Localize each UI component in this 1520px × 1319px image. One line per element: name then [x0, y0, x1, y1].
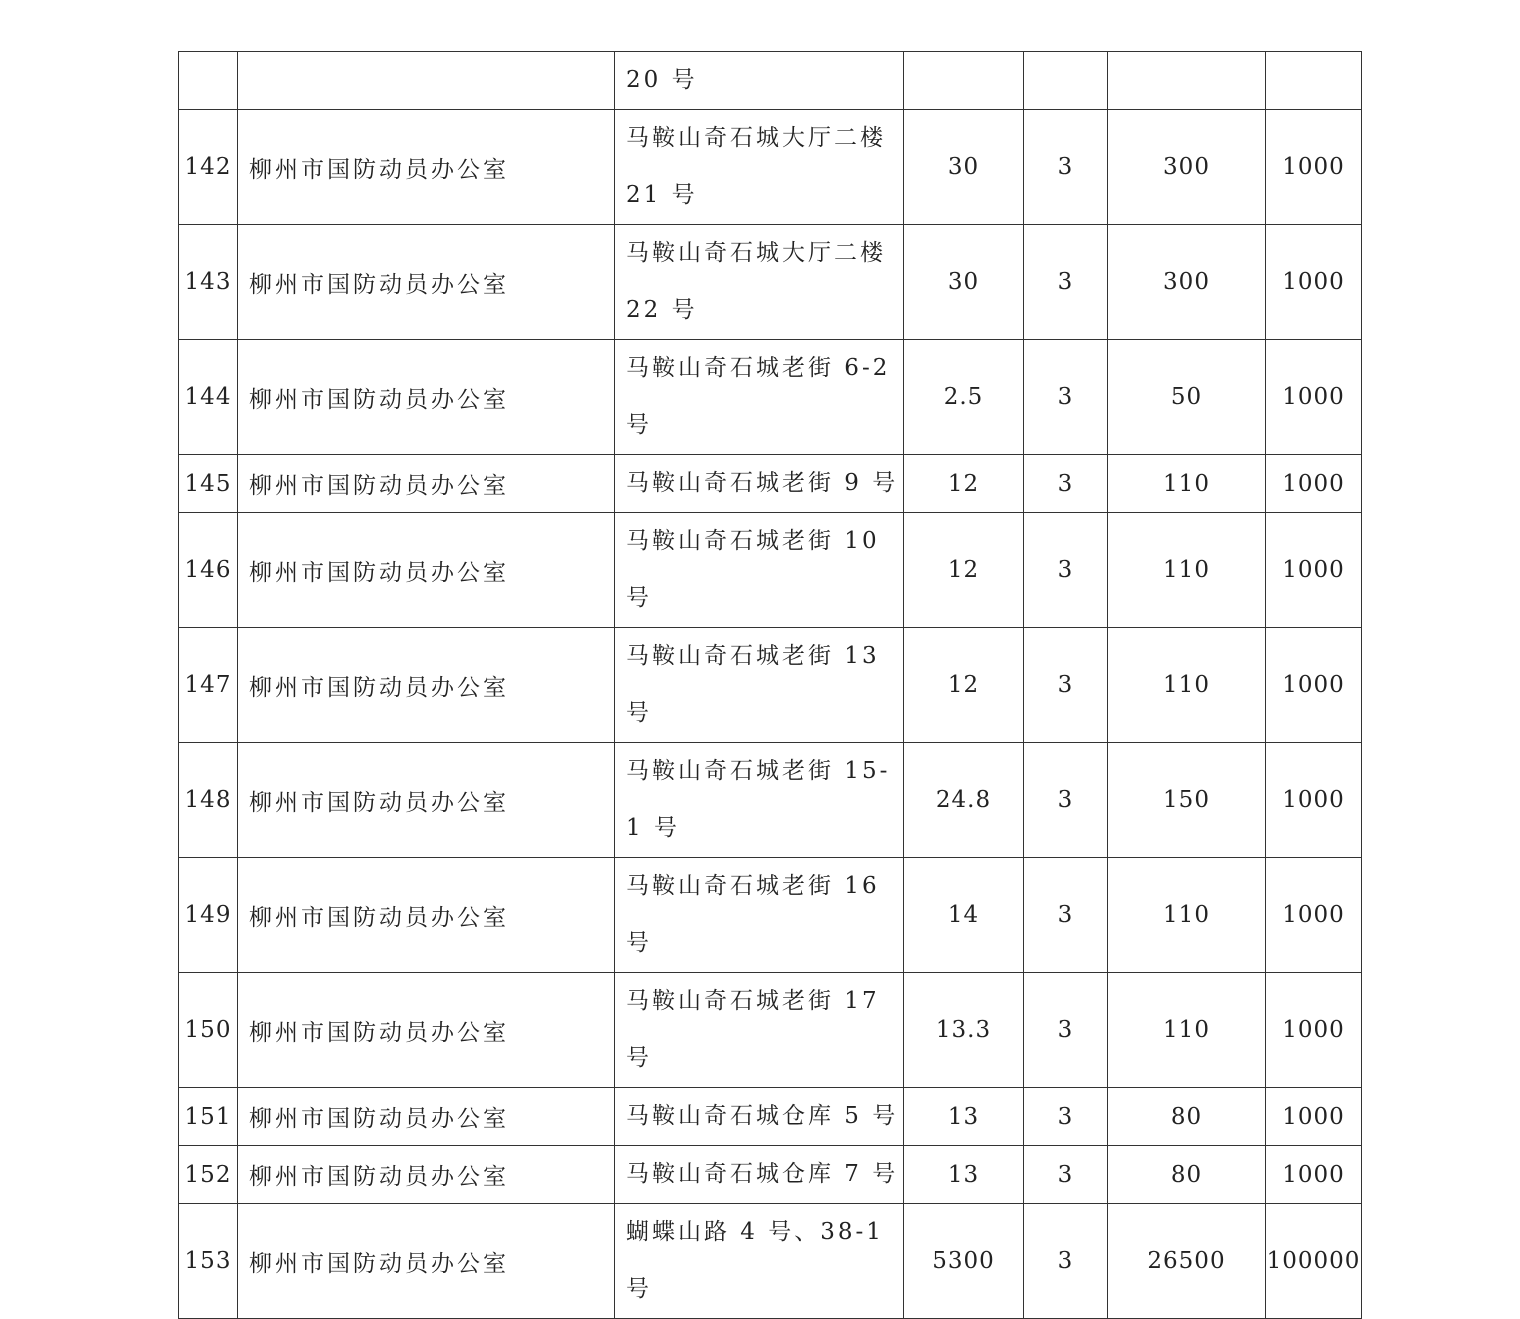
cell-address: 20 号: [615, 52, 904, 110]
cell-deposit: 1000: [1266, 225, 1362, 340]
table-row: [179, 455, 1362, 513]
cell-deposit: 1000: [1266, 340, 1362, 455]
cell-address: 马鞍山奇石城仓库 5 号: [615, 1088, 904, 1146]
cell-years: 3: [1024, 973, 1108, 1088]
cell-number: 144: [179, 340, 238, 455]
cell-unit: 柳州市国防动员办公室: [238, 225, 615, 340]
cell-deposit: 1000: [1266, 513, 1362, 628]
cell-rent: 80: [1108, 1088, 1266, 1146]
cell-years: [1024, 52, 1108, 110]
cell-area: [904, 52, 1024, 110]
cell-number: 148: [179, 743, 238, 858]
cell-unit: 柳州市国防动员办公室: [238, 858, 615, 973]
cell-number: 151: [179, 1088, 238, 1146]
cell-unit: 柳州市国防动员办公室: [238, 455, 615, 513]
cell-address: 马鞍山奇石城老街 13 号: [615, 628, 904, 743]
cell-years: 3: [1024, 1146, 1108, 1204]
cell-area: 24.8: [904, 743, 1024, 858]
table-row: [179, 340, 1362, 455]
cell-area: 2.5: [904, 340, 1024, 455]
cell-years: 3: [1024, 513, 1108, 628]
cell-rent: 50: [1108, 340, 1266, 455]
table-row: [179, 225, 1362, 340]
cell-rent: 26500: [1108, 1204, 1266, 1319]
cell-address: 马鞍山奇石城老街 6-2 号: [615, 340, 904, 455]
cell-address: 马鞍山奇石城老街 17 号: [615, 973, 904, 1088]
cell-area: 12: [904, 455, 1024, 513]
cell-address: 马鞍山奇石城老街 16 号: [615, 858, 904, 973]
cell-rent: 110: [1108, 858, 1266, 973]
cell-rent: 300: [1108, 225, 1266, 340]
cell-unit: 柳州市国防动员办公室: [238, 973, 615, 1088]
cell-rent: 110: [1108, 455, 1266, 513]
cell-address: 蝴蝶山路 4 号、38-1 号: [615, 1204, 904, 1319]
table-row: [179, 52, 1362, 110]
cell-deposit: [1266, 52, 1362, 110]
table-row: [179, 1204, 1362, 1319]
table-row: [179, 1088, 1362, 1146]
cell-number: [179, 52, 238, 110]
cell-address: 马鞍山奇石城大厅二楼 22 号: [615, 225, 904, 340]
cell-unit: 柳州市国防动员办公室: [238, 340, 615, 455]
cell-area: 12: [904, 628, 1024, 743]
cell-unit: 柳州市国防动员办公室: [238, 1146, 615, 1204]
cell-years: 3: [1024, 743, 1108, 858]
cell-years: 3: [1024, 340, 1108, 455]
cell-area: 30: [904, 225, 1024, 340]
cell-number: 145: [179, 455, 238, 513]
cell-years: 3: [1024, 1204, 1108, 1319]
cell-years: 3: [1024, 225, 1108, 340]
cell-years: 3: [1024, 1088, 1108, 1146]
table-row: [179, 513, 1362, 628]
cell-address: 马鞍山奇石城大厅二楼 21 号: [615, 110, 904, 225]
cell-number: 149: [179, 858, 238, 973]
cell-address: 马鞍山奇石城老街 15-1 号: [615, 743, 904, 858]
cell-address: 马鞍山奇石城仓库 7 号: [615, 1146, 904, 1204]
cell-area: 13: [904, 1088, 1024, 1146]
cell-unit: 柳州市国防动员办公室: [238, 513, 615, 628]
cell-number: 152: [179, 1146, 238, 1204]
cell-deposit: 1000: [1266, 1088, 1362, 1146]
cell-rent: 80: [1108, 1146, 1266, 1204]
cell-area: 13.3: [904, 973, 1024, 1088]
cell-years: 3: [1024, 858, 1108, 973]
cell-years: 3: [1024, 110, 1108, 225]
table-row: [179, 858, 1362, 973]
table-row: [179, 1146, 1362, 1204]
cell-deposit: 1000: [1266, 628, 1362, 743]
cell-unit: 柳州市国防动员办公室: [238, 110, 615, 225]
table-row: [179, 110, 1362, 225]
cell-unit: 柳州市国防动员办公室: [238, 628, 615, 743]
cell-number: 153: [179, 1204, 238, 1319]
cell-number: 150: [179, 973, 238, 1088]
cell-rent: 110: [1108, 513, 1266, 628]
cell-deposit: 1000: [1266, 743, 1362, 858]
cell-unit: 柳州市国防动员办公室: [238, 1088, 615, 1146]
cell-number: 146: [179, 513, 238, 628]
table-row: [179, 743, 1362, 858]
cell-years: 3: [1024, 455, 1108, 513]
cell-deposit: 1000: [1266, 1146, 1362, 1204]
cell-unit: [238, 52, 615, 110]
cell-number: 147: [179, 628, 238, 743]
cell-deposit: 1000: [1266, 973, 1362, 1088]
cell-area: 30: [904, 110, 1024, 225]
cell-deposit: 1000: [1266, 455, 1362, 513]
cell-deposit: 1000: [1266, 858, 1362, 973]
cell-area: 5300: [904, 1204, 1024, 1319]
table-row: [179, 973, 1362, 1088]
cell-rent: 150: [1108, 743, 1266, 858]
cell-area: 13: [904, 1146, 1024, 1204]
cell-number: 143: [179, 225, 238, 340]
cell-years: 3: [1024, 628, 1108, 743]
table-row: [179, 628, 1362, 743]
cell-address: 马鞍山奇石城老街 9 号: [615, 455, 904, 513]
cell-area: 12: [904, 513, 1024, 628]
cell-deposit: 100000: [1266, 1204, 1362, 1319]
cell-unit: 柳州市国防动员办公室: [238, 743, 615, 858]
cell-number: 142: [179, 110, 238, 225]
cell-deposit: 1000: [1266, 110, 1362, 225]
cell-address: 马鞍山奇石城老街 10 号: [615, 513, 904, 628]
cell-rent: 110: [1108, 628, 1266, 743]
property-table: [178, 51, 1362, 1319]
cell-rent: 300: [1108, 110, 1266, 225]
cell-unit: 柳州市国防动员办公室: [238, 1204, 615, 1319]
cell-area: 14: [904, 858, 1024, 973]
cell-rent: 110: [1108, 973, 1266, 1088]
cell-rent: [1108, 52, 1266, 110]
